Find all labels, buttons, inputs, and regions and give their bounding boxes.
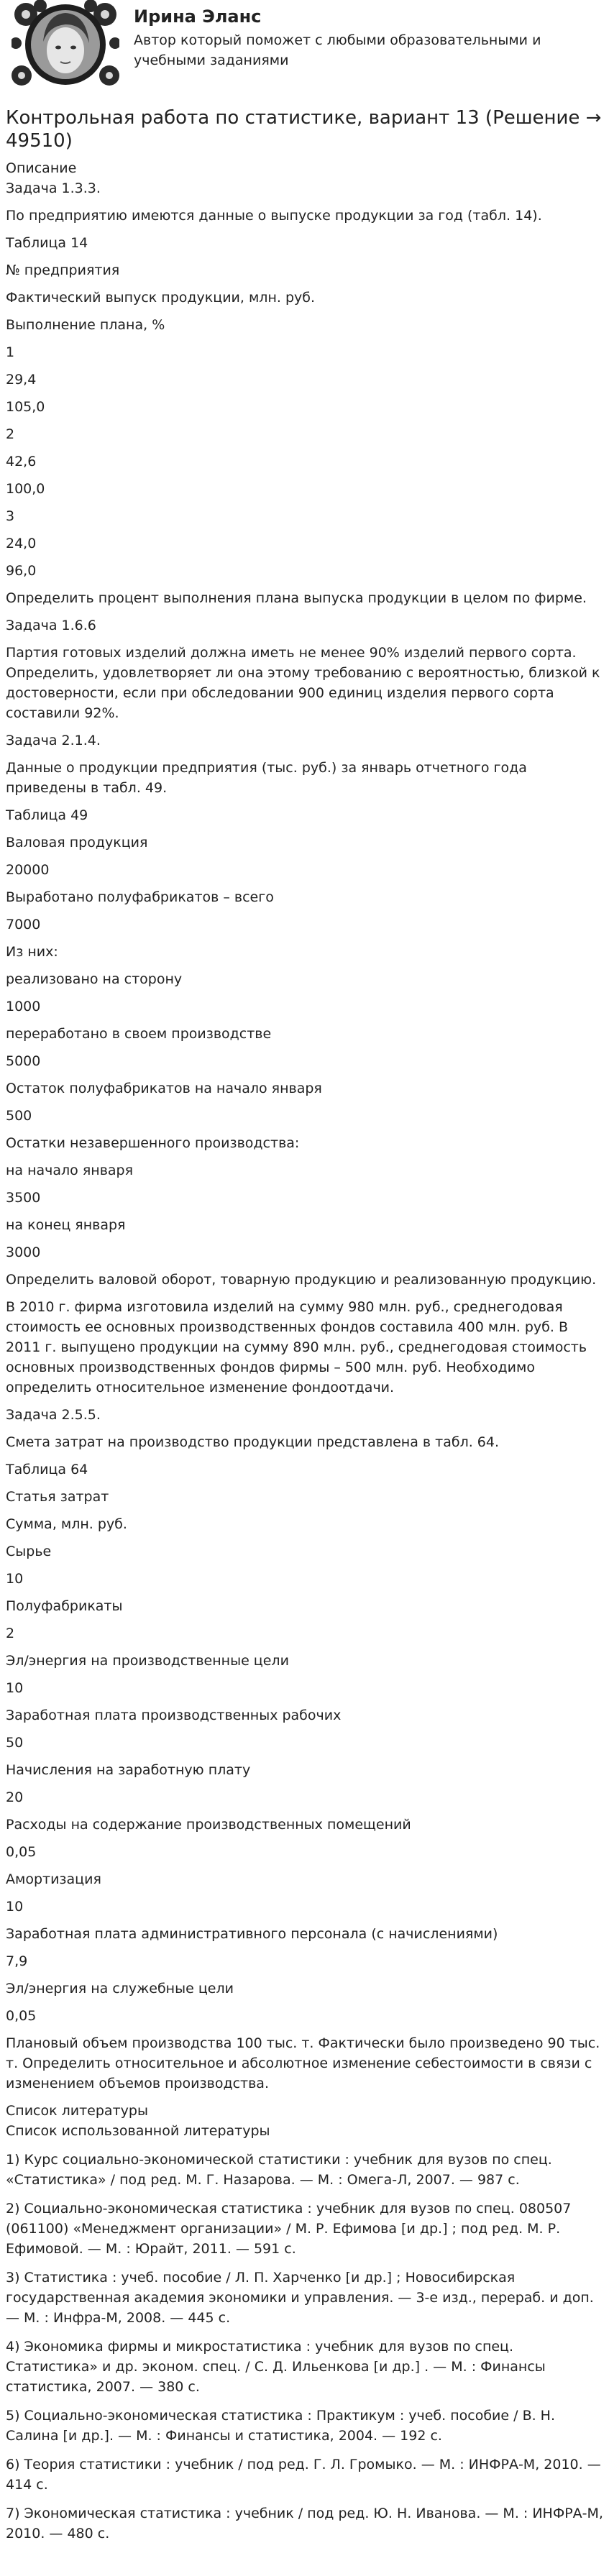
content-paragraph: 500 xyxy=(6,1108,32,1124)
content-paragraph: 10 xyxy=(6,1680,24,1696)
content-paragraph: В 2010 г. фирма изготовила изделий на сумму 980 млн. руб., среднегодовая стоимость ее основных производственных фондов составила 400 млн. руб. В 2011 г. выпущено продукции на сумму 890 млн. руб., среднегодовая стоимость основных производственных фондов фирмы – 500 млн. руб. Необходимо определить относительное изменение фондоотдачи. xyxy=(6,1299,587,1395)
reference-item: 5) Социально-экономическая статистика : Практикум : учеб. пособие / В. Н. Салина [и др.]. — М. : Финансы и статистика, 2004. — 192 с. xyxy=(6,2408,556,2444)
avatar[interactable] xyxy=(12,0,119,90)
content-paragraph: 3 xyxy=(6,508,15,524)
author-description: Автор который поможет с любыми образовательными и учебными заданиями xyxy=(134,32,541,68)
reference-item: 2) Социально-экономическая статистика : учебник для вузов по спец. 080507 (061100) «Менеджмент организации» / М. Р. Ефимова [и др.] ; под ред. М. Р. Ефимовой. — М. : Юрайт, 2011. — 591 с. xyxy=(6,2201,572,2257)
content-paragraph: Полуфабрикаты xyxy=(6,1598,123,1614)
content-paragraph: Статья затрат xyxy=(6,1489,109,1505)
content-paragraph: Таблица 49 xyxy=(6,807,88,823)
content-paragraph: Заработная плата производственных рабочих xyxy=(6,1708,342,1723)
content-paragraph: Фактический выпуск продукции, млн. руб. xyxy=(6,290,316,306)
content-paragraph: 2 xyxy=(6,426,15,442)
content-paragraph: Задача 1.6.6 xyxy=(6,618,96,633)
content-paragraph: Плановый объем производства 100 тыс. т. Фактически было произведено 90 тыс. т. Определить относительное и абсолютное изменение себестоимости в связи с изменением объемов производства. xyxy=(6,2035,600,2091)
content-paragraph: Таблица 14 xyxy=(6,235,88,251)
author-header xyxy=(6,0,603,95)
content-paragraph: 5000 xyxy=(6,1053,41,1069)
description-label: Описание xyxy=(6,160,77,176)
content-paragraph: Партия готовых изделий должна иметь не менее 90% изделий первого сорта. Определить, удовлетворяет ли она этому требованию с вероятностью, близкой к достоверности, если при обследовании 900 единиц изделия первого сорта составили 92%. xyxy=(6,645,600,721)
content-paragraph: 10 xyxy=(6,1571,24,1587)
content-paragraph: 50 xyxy=(6,1735,24,1751)
content-paragraph: на начало января xyxy=(6,1163,134,1178)
content-paragraph: Амортизация xyxy=(6,1871,101,1887)
content-paragraph: № предприятия xyxy=(6,262,120,278)
content-paragraph: Эл/энергия на служебные цели xyxy=(6,1981,234,1997)
content-paragraph: Задача 1.3.3. xyxy=(6,180,101,196)
content-paragraph: Определить валовой оборот, товарную продукцию и реализованную продукцию. xyxy=(6,1272,597,1288)
author-name[interactable]: Ирина Эланс xyxy=(134,6,262,27)
content-paragraph: 10 xyxy=(6,1899,24,1915)
content-paragraph: Выполнение плана, % xyxy=(6,317,165,333)
reference-item: 3) Статистика : учеб. пособие / Л. П. Харченко [и др.] ; Новосибирская государственная академия экономики и управления. — 3-е изд., перераб. и доп. — М. : Инфра-М, 2008. — 445 с. xyxy=(6,2270,594,2326)
content-paragraph: 7000 xyxy=(6,917,41,932)
reference-item: 6) Теория статистики : учебник / под ред. Г. Л. Громыко. — М. : ИНФРА-М, 2010. — 414 с. xyxy=(6,2457,601,2493)
content-paragraph: Смета затрат на производство продукции представлена в табл. 64. xyxy=(6,1434,500,1450)
content-paragraph: 0,05 xyxy=(6,1844,37,1860)
references-heading: Список использованной литературы xyxy=(6,2123,270,2139)
reference-item: 7) Экономическая статистика : учебник / под ред. Ю. Н. Иванова. — М. : ИНФРА-М, 2010. — 480 с. xyxy=(6,2506,603,2541)
content-paragraph: Остаток полуфабрикатов на начало января xyxy=(6,1081,322,1096)
references-list xyxy=(6,2150,603,2544)
content-paragraph: 96,0 xyxy=(6,563,37,579)
content-paragraph: реализовано на сторону xyxy=(6,971,183,987)
content-paragraph: 3000 xyxy=(6,1245,41,1260)
content-paragraph: 42,6 xyxy=(6,454,37,469)
task-content xyxy=(6,178,603,2094)
references-label: Список литературы xyxy=(6,2103,148,2119)
reference-item: 4) Экономика фирмы и микростатистика : учебник для вузов по спец. Статистика» и др. эконом. спец. / С. Д. Ильенкова [и др.] . — М. : Финансы статистика, 2007. — 380 с. xyxy=(6,2339,546,2395)
page-title: Контрольная работа по статистике, вариант 13 (Решение → 49510) xyxy=(6,107,602,152)
reference-item: 1) Курс социально-экономической статистики : учебник для вузов по спец. «Статистика» / под ред. М. Г. Назарова. — М. : Омега-Л, 2007. — 987 с. xyxy=(6,2152,552,2188)
content-paragraph: Задача 2.1.4. xyxy=(6,733,101,748)
content-paragraph: Данные о продукции предприятия (тыс. руб.) за январь отчетного года приведены в табл. 49. xyxy=(6,760,527,796)
content-paragraph: Эл/энергия на производственные цели xyxy=(6,1653,289,1669)
content-paragraph: 3500 xyxy=(6,1190,41,1206)
content-paragraph: 24,0 xyxy=(6,536,37,551)
content-paragraph: на конец января xyxy=(6,1217,126,1233)
content-paragraph: 2 xyxy=(6,1626,15,1641)
content-paragraph: Начисления на заработную плату xyxy=(6,1762,251,1778)
content-paragraph: 105,0 xyxy=(6,399,45,415)
content-paragraph: Из них: xyxy=(6,944,58,960)
content-paragraph: Расходы на содержание производственных помещений xyxy=(6,1817,411,1833)
content-paragraph: 7,9 xyxy=(6,1953,28,1969)
content-paragraph: 100,0 xyxy=(6,481,45,497)
content-paragraph: переработано в своем производстве xyxy=(6,1026,272,1042)
content-paragraph: 20000 xyxy=(6,862,50,878)
content-paragraph: По предприятию имеются данные о выпуске продукции за год (табл. 14). xyxy=(6,208,542,224)
content-paragraph: Валовая продукция xyxy=(6,835,148,851)
content-paragraph: Заработная плата административного персонала (с начислениями) xyxy=(6,1926,498,1942)
content-paragraph: 1000 xyxy=(6,999,41,1014)
content-paragraph: Сырье xyxy=(6,1544,52,1559)
content-paragraph: 20 xyxy=(6,1789,24,1805)
content-paragraph: Определить процент выполнения плана выпуска продукции в целом по фирме. xyxy=(6,590,587,606)
content-paragraph: Сумма, млн. руб. xyxy=(6,1516,127,1532)
references-section xyxy=(6,2101,603,2544)
content-paragraph: Остатки незавершенного производства: xyxy=(6,1135,300,1151)
content-paragraph: 0,05 xyxy=(6,2008,37,2024)
content-paragraph: Выработано полуфабрикатов – всего xyxy=(6,889,274,905)
content-paragraph: Задача 2.5.5. xyxy=(6,1407,101,1423)
content-paragraph: 1 xyxy=(6,344,15,360)
content-paragraph: 29,4 xyxy=(6,372,37,388)
content-paragraph: Таблица 64 xyxy=(6,1462,88,1477)
